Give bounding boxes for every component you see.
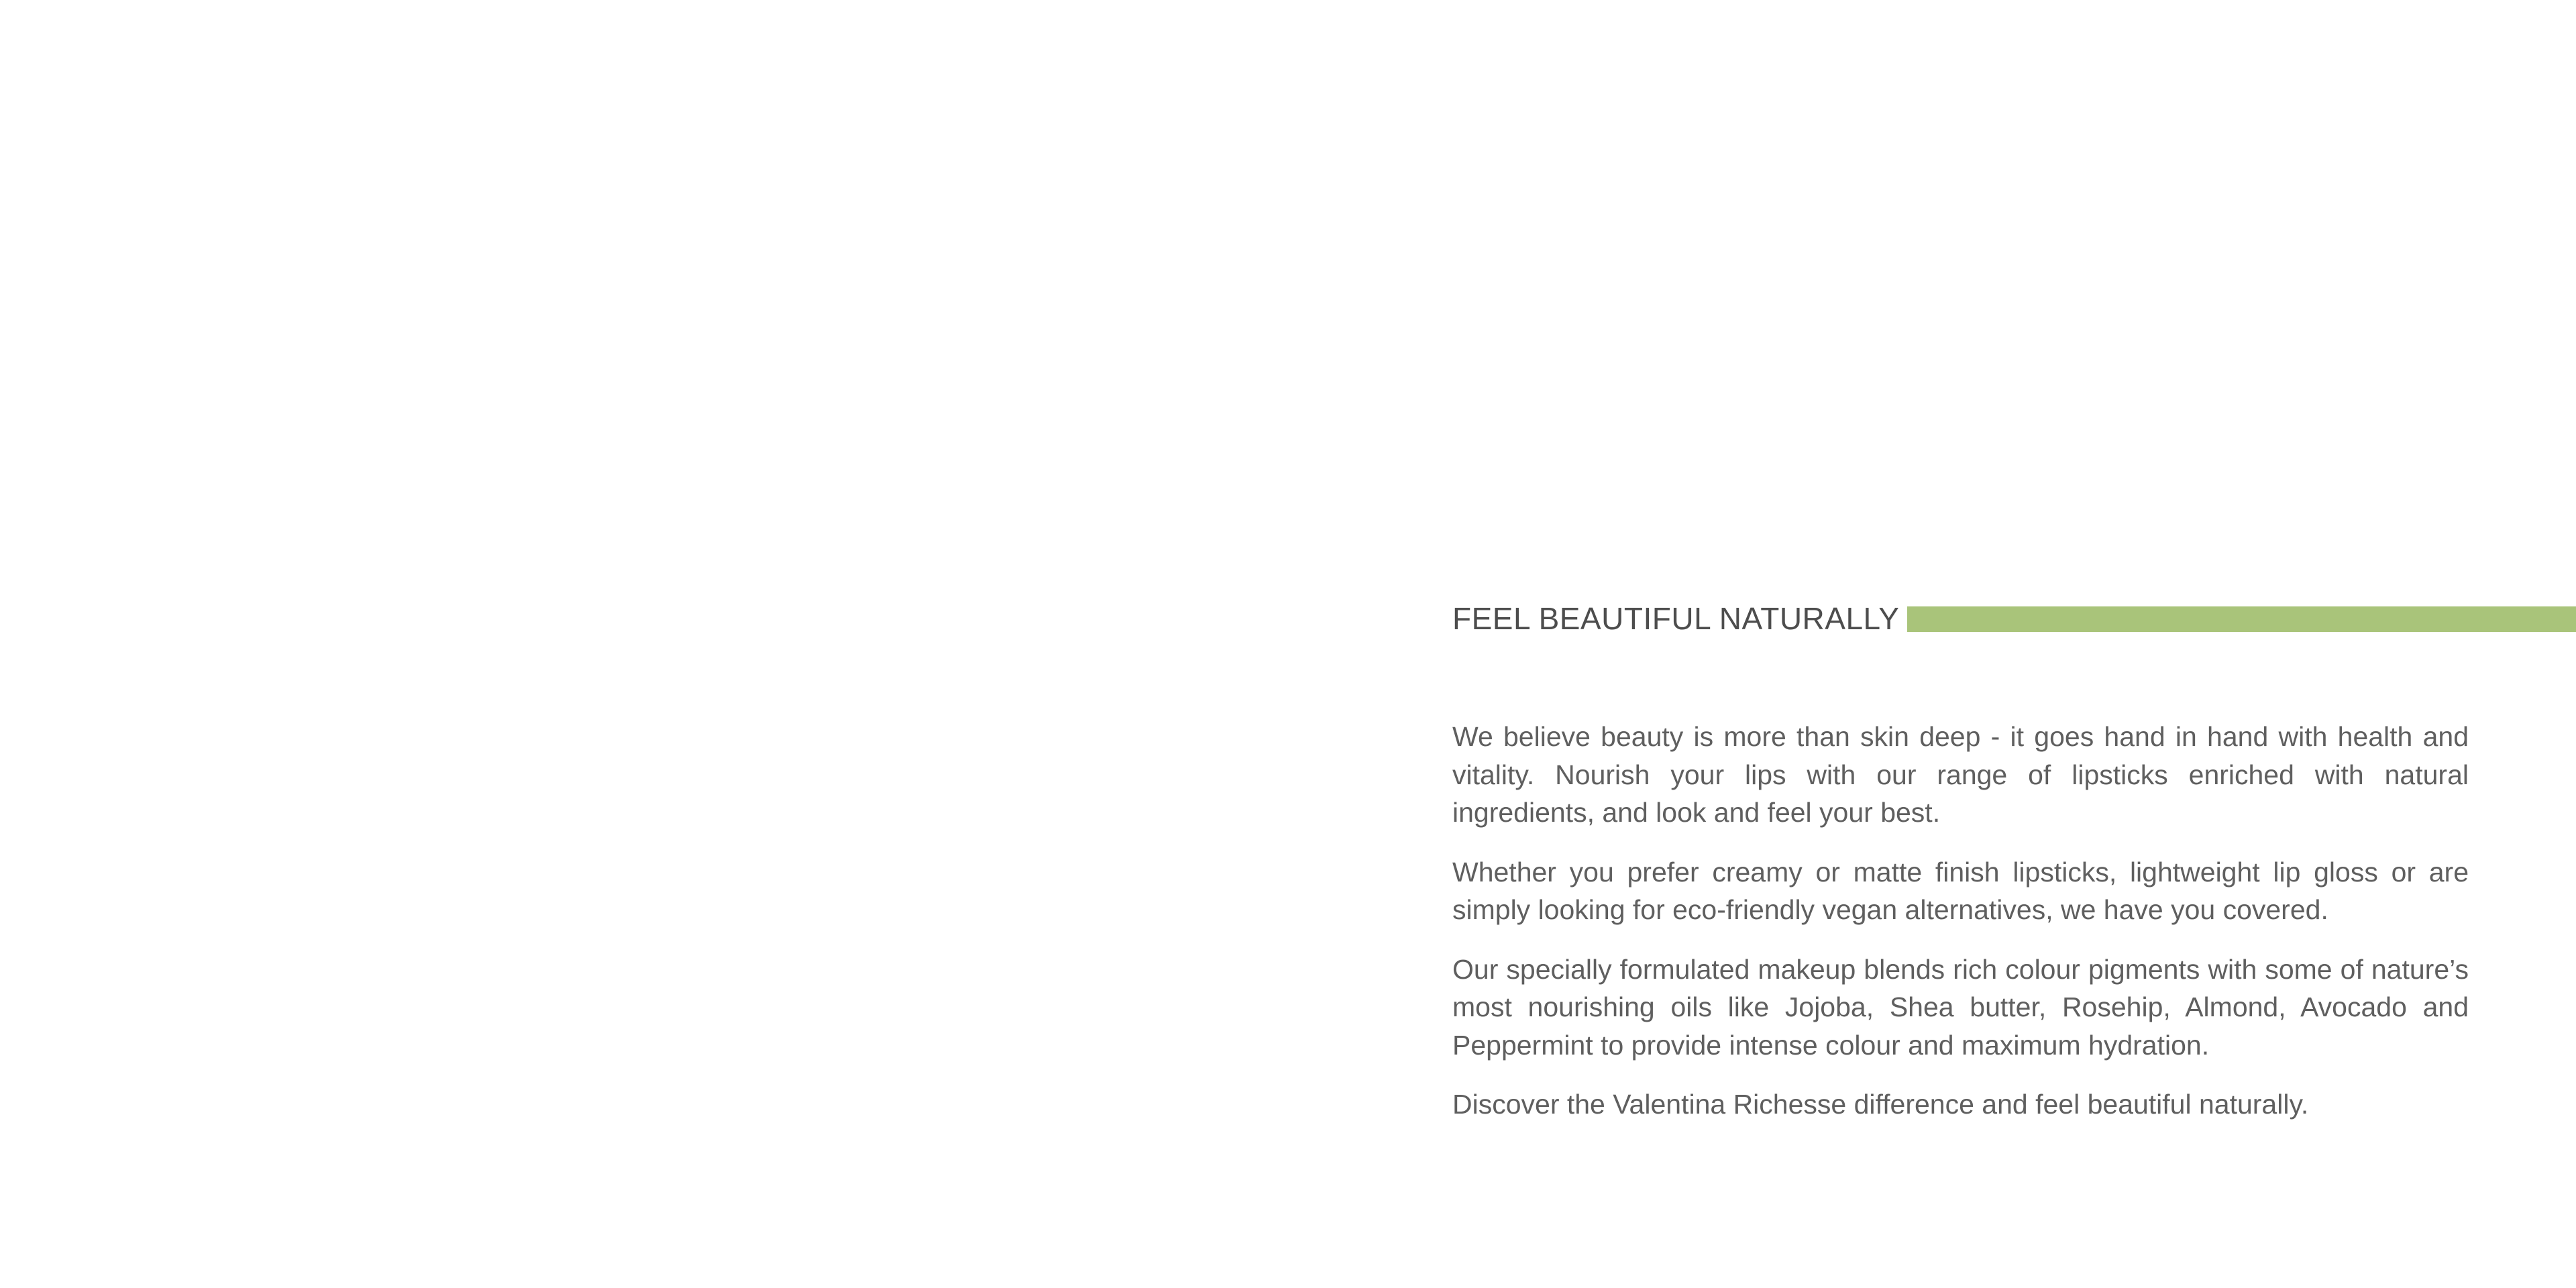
paragraph-products: Whether you prefer creamy or matte finish lipsticks, lightweight lip gloss or are simply looking for eco-friendly vegan alternatives, we have you covered. <box>1452 856 2469 925</box>
body-text-block <box>1452 718 2469 1145</box>
paragraph-closing: Discover the Valentina Richesse difference and feel beautiful naturally. <box>1452 1089 2309 1120</box>
paragraph-ingredients: Our specially formulated makeup blends rich colour pigments with some of nature’s most nourishing oils like Jojoba, Shea butter, Rosehip, Almond, Avocado and Peppermint to provide intense colour and maximum hydration. <box>1452 953 2469 1061</box>
heading-accent-bar <box>1907 606 2576 632</box>
section-heading: FEEL BEAUTIFUL NATURALLY <box>1452 601 1900 636</box>
paragraph-intro: We believe beauty is more than skin deep - it goes hand in hand with health and vitality. Nourish your lips with our range of lipsticks enriched with natural ingredients, and look and feel your best. <box>1452 721 2469 828</box>
